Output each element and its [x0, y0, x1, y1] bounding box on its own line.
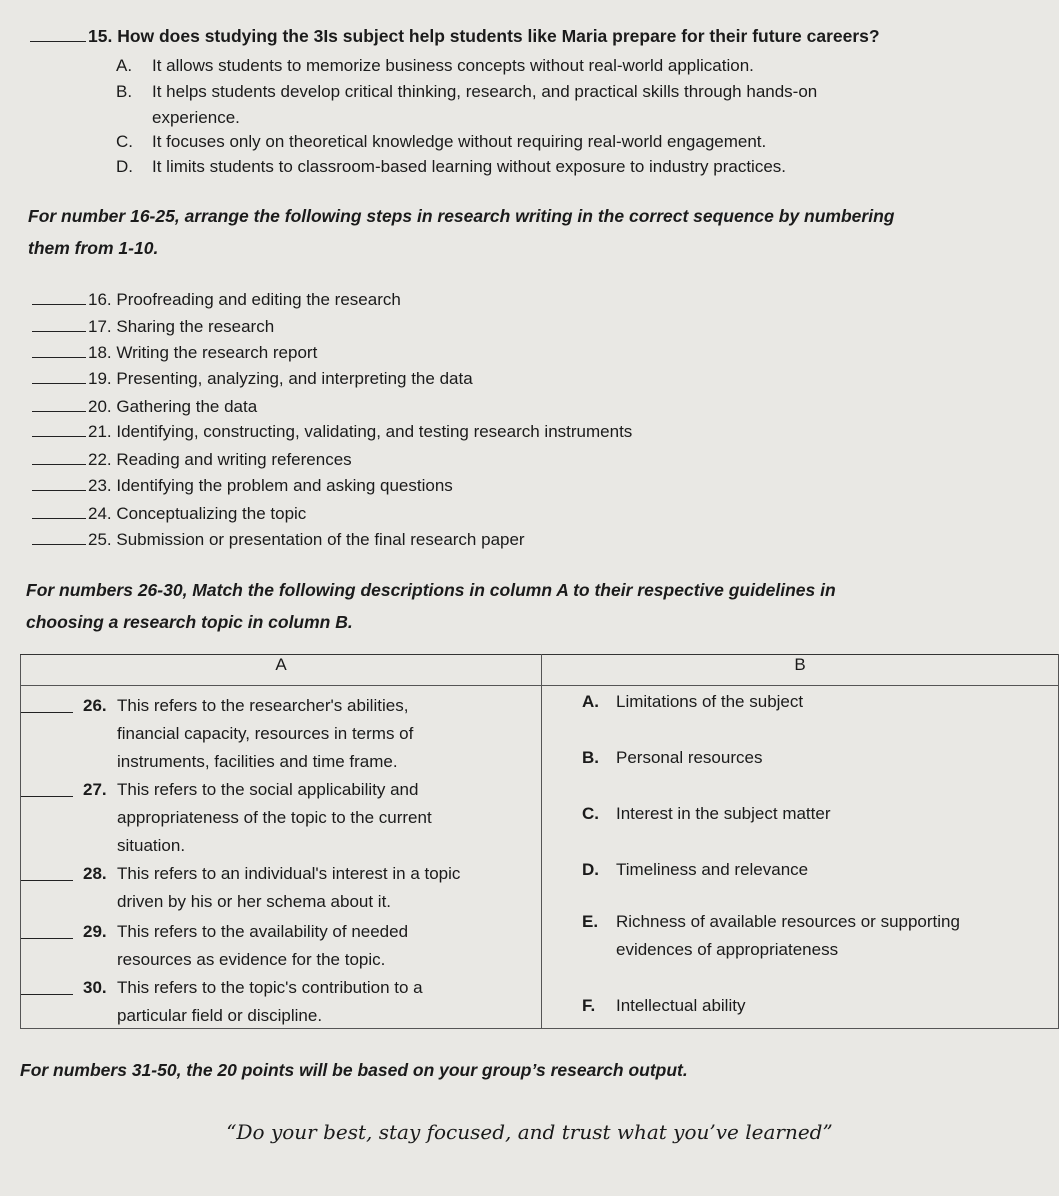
guideline-letter: F.	[582, 996, 596, 1015]
guideline-b	[582, 744, 762, 772]
step-text: 19. Presenting, analyzing, and interpreting the data	[88, 369, 473, 388]
step-text: 22. Reading and writing references	[88, 450, 352, 469]
step-text: 16. Proofreading and editing the research	[88, 290, 401, 309]
choice-letter: C.	[116, 132, 133, 151]
item-text	[117, 918, 408, 974]
item-line: This refers to the topic's contribution to a	[117, 978, 423, 997]
answer-blank[interactable]	[21, 692, 73, 713]
step-item	[32, 504, 306, 524]
item-number: 27.	[83, 780, 107, 799]
choice-text: It allows students to memorize business concepts without real-world application.	[152, 56, 754, 75]
answer-blank[interactable]	[32, 411, 86, 412]
step-text: 23. Identifying the problem and asking questions	[88, 476, 453, 495]
column-b	[542, 686, 1059, 1029]
choice-text-continued: experience.	[152, 108, 240, 127]
guideline-text: Timeliness and relevance	[616, 860, 809, 879]
instruction-line: choosing a research topic in column B.	[26, 612, 353, 632]
choice-letter: D.	[116, 157, 133, 176]
instruction-matching	[26, 574, 836, 638]
answer-blank[interactable]	[32, 518, 86, 519]
answer-blank[interactable]	[32, 331, 86, 332]
guideline-text: Interest in the subject matter	[616, 804, 831, 823]
guideline-letter: B.	[582, 748, 599, 767]
choice-c	[116, 132, 766, 152]
item-text	[117, 776, 432, 860]
item-line: This refers to the researcher's abilities,	[117, 696, 409, 715]
item-number: 30.	[83, 978, 107, 997]
answer-blank[interactable]	[30, 41, 86, 42]
instruction-line: them from 1-10.	[28, 238, 159, 258]
answer-blank[interactable]	[32, 490, 86, 491]
guideline-letter: D.	[582, 860, 599, 879]
step-text: 24. Conceptualizing the topic	[88, 504, 307, 523]
item-text	[117, 974, 423, 1030]
answer-blank[interactable]	[21, 860, 73, 881]
answer-blank[interactable]	[32, 436, 86, 437]
answer-blank[interactable]	[32, 304, 86, 305]
step-item	[32, 422, 632, 442]
item-number: 26.	[83, 696, 107, 715]
item-number: 28.	[83, 864, 107, 883]
answer-blank[interactable]	[32, 357, 86, 358]
guideline-d	[582, 856, 808, 884]
item-text	[117, 692, 413, 776]
choice-letter: B.	[116, 82, 133, 101]
item-text	[117, 860, 460, 916]
question-15	[30, 26, 880, 47]
guideline-f	[582, 992, 745, 1020]
item-line: instruments, facilities and time frame.	[117, 752, 398, 771]
guideline-text-continued: evidences of appropriateness	[616, 940, 839, 959]
guideline-a	[582, 688, 803, 716]
matching-table	[20, 654, 1059, 1029]
item-line: particular field or discipline.	[117, 1006, 323, 1025]
column-b-header: B	[542, 655, 1059, 686]
guideline-text: Intellectual ability	[616, 996, 746, 1015]
step-item	[32, 369, 473, 389]
item-line: This refers to the availability of needed	[117, 922, 409, 941]
final-instruction: For numbers 31-50, the 20 points will be based on your group’s research output.	[20, 1060, 688, 1080]
instruction-line: For number 16-25, arrange the following steps in research writing in the correct sequence by numbering	[28, 206, 895, 226]
choice-a	[116, 56, 754, 76]
answer-blank[interactable]	[21, 918, 73, 939]
choice-d	[116, 157, 786, 177]
guideline-letter: E.	[582, 912, 599, 931]
answer-blank[interactable]	[32, 383, 86, 384]
item-line: resources as evidence for the topic.	[117, 950, 386, 969]
step-item	[32, 317, 274, 337]
choice-text: It limits students to classroom-based learning without exposure to industry practices.	[152, 157, 787, 176]
instruction-line: For numbers 26-30, Match the following descriptions in column A to their respective guidelines in	[26, 580, 836, 600]
instruction-sequence	[28, 200, 894, 264]
column-a-header: A	[21, 655, 542, 686]
column-a	[21, 686, 542, 1029]
step-text: 20. Gathering the data	[88, 397, 258, 416]
step-item	[32, 530, 525, 550]
choice-text: It helps students develop critical thinking, research, and practical skills through hands-on	[152, 82, 818, 101]
step-text: 25. Submission or presentation of the final research paper	[88, 530, 525, 549]
item-line: financial capacity, resources in terms of	[117, 724, 414, 743]
answer-blank[interactable]	[32, 544, 86, 545]
step-text: 17. Sharing the research	[88, 317, 275, 336]
item-number: 29.	[83, 922, 107, 941]
step-item	[32, 290, 401, 310]
answer-blank[interactable]	[21, 776, 73, 797]
guideline-e	[582, 908, 960, 964]
step-item	[32, 397, 257, 417]
step-item	[32, 343, 317, 363]
choice-text: It focuses only on theoretical knowledge without requiring real-world engagement.	[152, 132, 767, 151]
motivational-quote: “Do your best, stay focused, and trust what you’ve learned”	[226, 1120, 833, 1144]
answer-blank[interactable]	[32, 464, 86, 465]
guideline-text: Personal resources	[616, 748, 763, 767]
choice-b	[116, 82, 818, 127]
item-line: appropriateness of the topic to the current	[117, 808, 432, 827]
guideline-letter: A.	[582, 692, 599, 711]
step-item	[32, 450, 352, 470]
guideline-c	[582, 800, 831, 828]
step-text: 21. Identifying, constructing, validating, and testing research instruments	[88, 422, 633, 441]
item-line: situation.	[117, 836, 186, 855]
answer-blank[interactable]	[21, 974, 73, 995]
question-text: 15. How does studying the 3Is subject help students like Maria prepare for their future careers?	[88, 26, 880, 46]
item-line: driven by his or her schema about it.	[117, 892, 392, 911]
choice-letter: A.	[116, 56, 133, 75]
item-line: This refers to an individual's interest in a topic	[117, 864, 461, 883]
item-line: This refers to the social applicability and	[117, 780, 419, 799]
guideline-text: Richness of available resources or supporting	[616, 912, 960, 931]
guideline-text: Limitations of the subject	[616, 692, 804, 711]
step-item	[32, 476, 453, 496]
step-text: 18. Writing the research report	[88, 343, 318, 362]
guideline-letter: C.	[582, 804, 599, 823]
